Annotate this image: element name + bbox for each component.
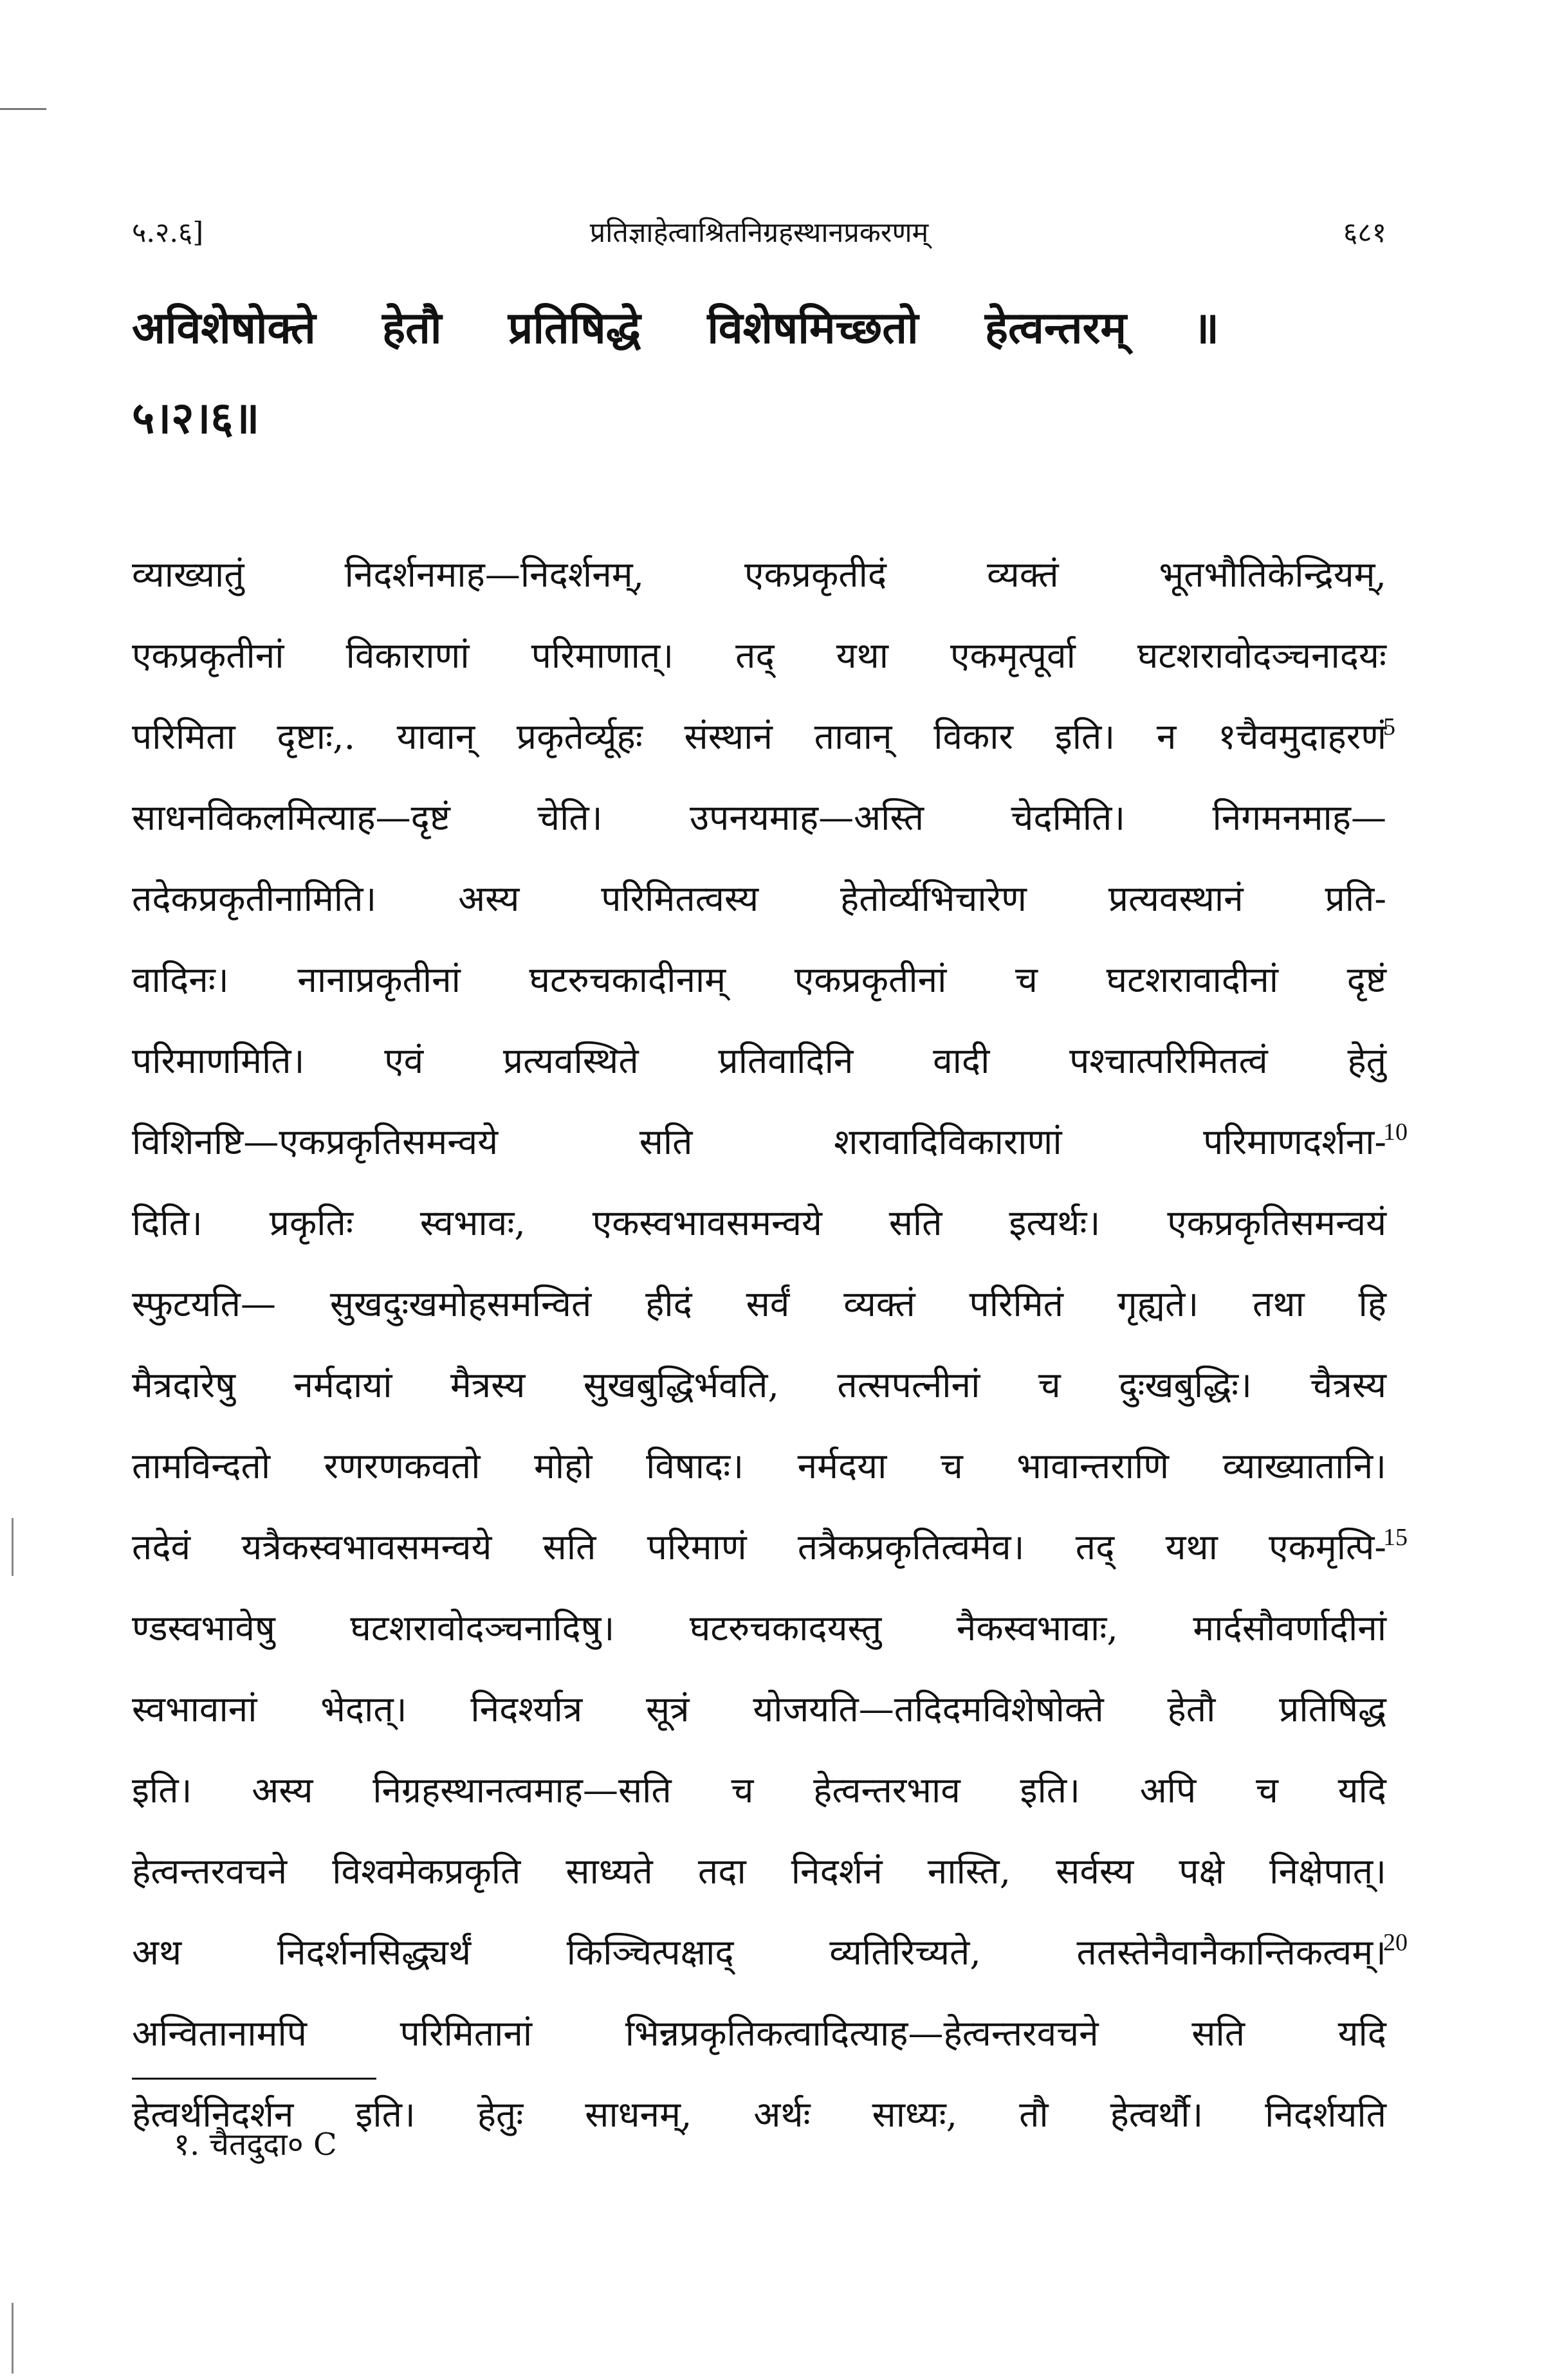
text-line: इति। अस्य निग्रहस्थानत्वमाह—सति च हेत्वन्तरभाव इति। अपि च यदि [132,1770,1386,1811]
text-line: दिति। प्रकृतिः स्वभावः, एकस्वभावसमन्वये सति इत्यर्थः। एकप्रकृतिसमन्वयं [132,1202,1386,1243]
chapter-title: प्रतिज्ञाहेत्वाश्रितनिग्रहस्थानप्रकरणम् [589,217,929,249]
section-reference: ५.२.६] [132,217,204,249]
text-line: हेत्वर्थनिदर्शन इति। हेतुः साधनम्, अर्थः साध्यः, तौ हेत्वर्थौ। निदर्शयति [132,2094,1386,2135]
sutra-line: अविशेषोक्ते हेतौ प्रतिषिद्धे विशेषमिच्छतो हेत्वन्तरम् ॥ [132,302,1219,354]
commentary-text [132,534,1386,2155]
line-number: 15 [1383,1524,1408,1551]
text-line: तदेवं यत्रैकस्वभावसमन्वये सति परिमाणं तत्रैकप्रकृतित्वमेव। तद् यथा एकमृत्पि- [132,1526,1386,1568]
text-line: साधनविकलमित्याह—दृष्टं चेति। उपनयमाह—अस्ति चेदमिति। निगमनमाह— [132,797,1386,838]
sutra-number: ५।२।६॥ [132,392,260,444]
sutra-verse [132,283,1386,463]
text-line: तामविन्दतो रणरणकवतो मोहो विषादः। नर्मदया च भावान्तराणि व्याख्यातानि। [132,1445,1386,1487]
text-line: परिमाणमिति। एवं प्रत्यवस्थिते प्रतिवादिनि वादी पश्चात्परिमितत्वं हेतुं [132,1040,1386,1081]
line-number: 10 [1383,1119,1408,1146]
text-line: एकप्रकृतीनां विकाराणां परिमाणात्। तद् यथा एकमृत्पूर्वा घटशरावोदञ्चनादयः [132,635,1386,676]
footnote-rule [132,2078,376,2080]
text-line: विशिनष्टि—एकप्रकृतिसमन्वये सति शरावादिविकाराणां परिमाणदर्शना- [132,1121,1386,1162]
text-line: स्वभावानां भेदात्। निदर्श्यात्र सूत्रं योजयति—तदिदमविशेषोक्ते हेतौ प्रतिषिद्ध [132,1689,1386,1730]
footnote: १. चैतदुदा० C [174,2127,337,2163]
edge-scan-mark [0,108,46,110]
text-line: अथ निदर्शनसिद्ध्यर्थं किञ्चित्पक्षाद् व्यतिरिच्यते, ततस्तेनैवानैकान्तिकत्वम्। [132,1932,1386,1973]
line-number: 5 [1383,713,1395,740]
text-line: मैत्रदारेषु नर्मदायां मैत्रस्य सुखबुद्धिर्भवति, तत्सपत्नीनां च दुःखबुद्धिः। चैत्रस्य [132,1364,1386,1405]
text-line: व्याख्यातुं निदर्शनमाह—निदर्शनम्, एकप्रकृतीदं व्यक्तं भूतभौतिकेन्द्रियम्, [132,554,1386,595]
running-header [132,212,1386,257]
text-line: ण्डस्वभावेषु घटशरावोदञ्चनादिषु। घटरुचकादयस्तु नैकस्वभावाः, मार्दसौवर्णादीनां [132,1607,1386,1649]
line-number: 20 [1383,1929,1408,1956]
text-line: तदेकप्रकृतीनामिति। अस्य परिमितत्वस्य हेतोर्व्यभिचारेण प्रत्यवस्थानं प्रति- [132,878,1386,919]
text-line: परिमिता दृष्टाः,. यावान् प्रकृतेर्व्यूहः संस्थानं तावान् विकार इति। न १चैवमुदाहरणं [132,716,1386,757]
edge-scan-tick [12,1518,14,1576]
text-line: अन्वितानामपि परिमितानां भिन्नप्रकृतिकत्वादित्याह—हेत्वन्तरवचने सति यदि [132,2013,1386,2054]
text-line: हेत्वन्तरवचने विश्वमेकप्रकृति साध्यते तदा निदर्शनं नास्ति, सर्वस्य पक्षे निक्षेपात्। [132,1851,1386,1892]
edge-scan-tick [12,2303,14,2374]
page-number: ६८१ [1343,217,1386,249]
text-line: स्फुटयति— सुखदुःखमोहसमन्वितं हीदं सर्वं व्यक्तं परिमितं गृह्यते। तथा हि [132,1283,1386,1324]
text-line: वादिनः। नानाप्रकृतीनां घटरुचकादीनाम् एकप्रकृतीनां च घटशरावादीनां दृष्टं [132,959,1386,1000]
